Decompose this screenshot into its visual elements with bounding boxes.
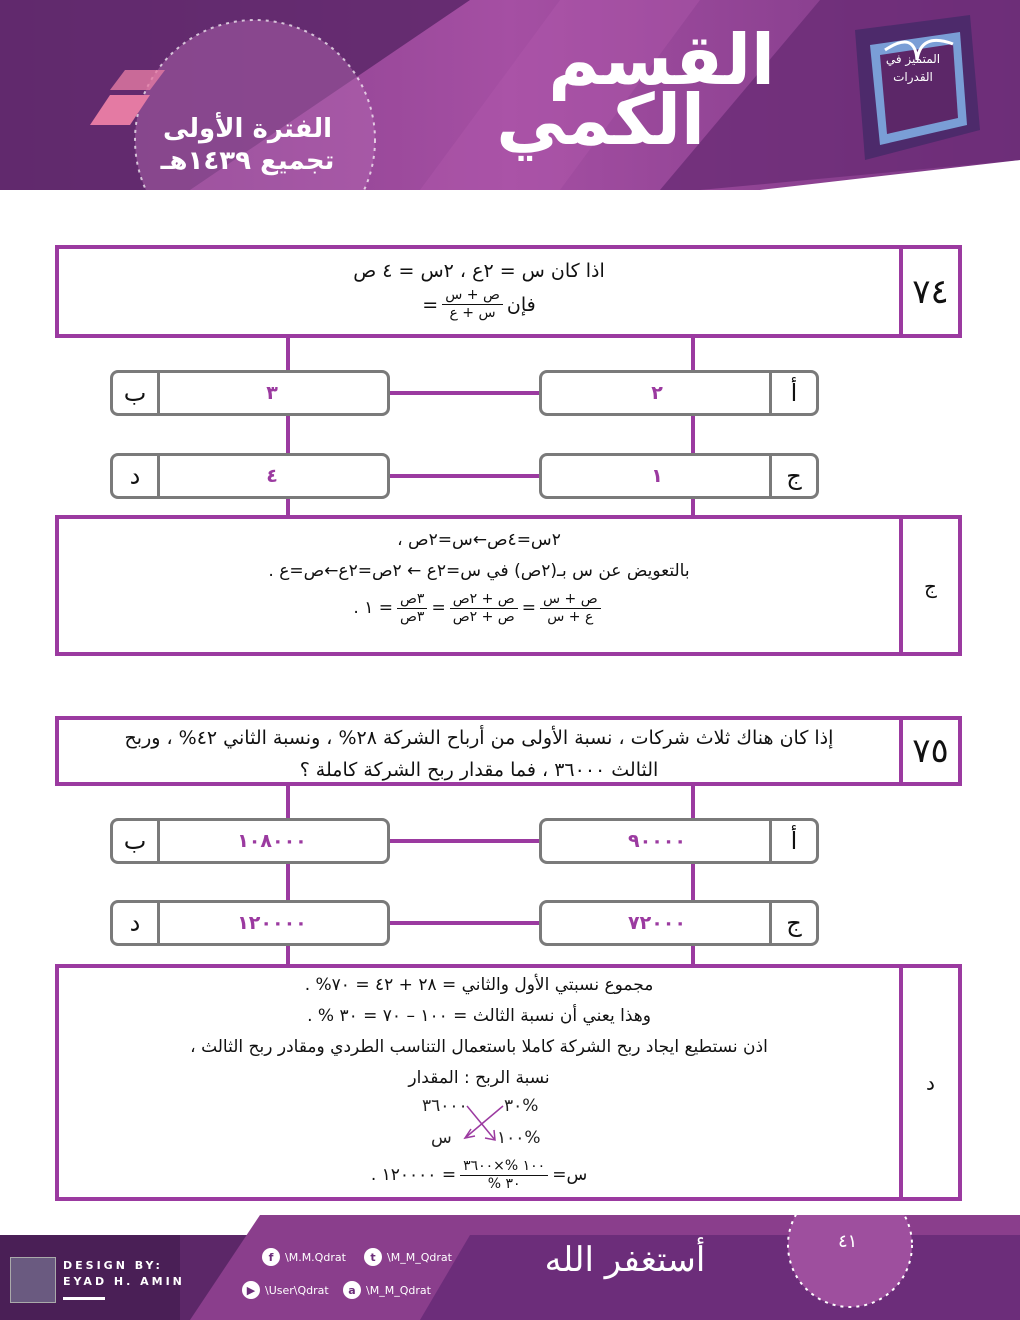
instagram-link[interactable] — [343, 1281, 431, 1299]
period-label: الفترة الأولى — [162, 114, 333, 144]
solution-75-line2: وهذا يعني أن نسبة الثالث = ١٠٠ – ٧٠ = ٣٠ % . — [307, 1006, 651, 1026]
page-header — [0, 0, 1020, 190]
option-dal[interactable] — [110, 900, 390, 946]
option-alef[interactable] — [539, 370, 819, 416]
page-number: ٤١ — [838, 1231, 858, 1252]
connector — [286, 338, 290, 370]
question-75-line2: الثالث ٣٦٠٠٠ ، فما مقدار ربح الشركة كاملة ؟ — [299, 759, 659, 781]
frac-num: ص + س — [540, 591, 601, 609]
row2-pct: ١٠٠% — [497, 1128, 541, 1148]
title-line-1: القسم — [548, 19, 775, 101]
solution-74-line2: بالتعويض عن س بـ(٢ص) في س=٢ع ← ٢ص=٢ع←ص=ع . — [268, 561, 690, 581]
answer-74-letter: ج — [899, 515, 962, 656]
solution-74-line3 — [59, 591, 899, 626]
equals-sign: = — [431, 598, 446, 618]
question-74-frac-pre: فإن — [506, 293, 536, 316]
designer-name: EYAD H. AMIN — [63, 1275, 185, 1288]
connector — [286, 786, 290, 819]
option-jeem[interactable] — [539, 900, 819, 946]
option-letter: د — [113, 903, 160, 943]
connector — [389, 474, 539, 478]
answer-75-letter: د — [899, 964, 962, 1201]
solution-74-box — [55, 515, 903, 656]
row2-amt: س — [431, 1128, 452, 1148]
connector — [389, 921, 539, 925]
solution-75-final — [59, 1158, 899, 1193]
proportion-table — [59, 1094, 899, 1158]
connector — [691, 786, 695, 819]
option-letter: ج — [769, 903, 816, 943]
title-line-2: الكمي — [496, 79, 705, 161]
option-letter: أ — [769, 821, 816, 861]
option-ba[interactable] — [110, 370, 390, 416]
option-letter: أ — [769, 373, 816, 413]
instagram-handle: \M_M_Qdrat — [366, 1283, 431, 1297]
designer-avatar — [10, 1257, 56, 1303]
youtube-link[interactable] — [242, 1281, 329, 1299]
option-letter: د — [113, 456, 160, 496]
twitter-link[interactable] — [364, 1248, 452, 1266]
connector — [691, 338, 695, 370]
twitter-icon: t — [364, 1248, 382, 1266]
logo-text: المتميز في القدرات — [885, 52, 941, 84]
connector — [286, 945, 290, 965]
option-letter: ب — [113, 821, 160, 861]
connector — [691, 415, 695, 454]
option-jeem[interactable] — [539, 453, 819, 499]
question-74-line2 — [59, 287, 899, 322]
question-75-number: ٧٥ — [899, 716, 962, 786]
solution-74-line1: ٢س=٤ص←س=٢ص ، — [397, 530, 561, 550]
solution-74-frac-2 — [450, 591, 518, 626]
equals-sign: = — [521, 598, 536, 618]
solution-74-frac-1 — [540, 591, 601, 626]
connector — [286, 863, 290, 901]
cross-arrows-icon — [459, 1102, 509, 1146]
connector — [286, 498, 290, 516]
frac-num: ص + ٢ص — [450, 591, 518, 609]
question-75-line1: إذا كان هناك ثلاث شركات ، نسبة الأولى من أرباح الشركة ٢٨% ، ونسبة الثاني ٤٢% ، وربح — [124, 727, 834, 749]
option-alef[interactable] — [539, 818, 819, 864]
option-value: ٢ — [651, 382, 663, 404]
facebook-link[interactable] — [262, 1248, 346, 1266]
question-74-box — [55, 245, 903, 338]
question-74-line1: اذا كان س = ٢ع ، ٢س = ٤ ص — [353, 260, 605, 282]
solution-75-line1: مجموع نسبتي الأول والثاني = ٢٨ + ٤٢ = ٧٠% . — [304, 975, 654, 995]
option-value: ٧٢٠٠٠ — [628, 912, 686, 934]
question-74-fraction — [442, 287, 503, 322]
connector — [389, 839, 539, 843]
option-value: ١٠٨٠٠٠ — [237, 830, 307, 852]
designer-underline — [63, 1297, 105, 1300]
frac-den: ٣٠ % — [487, 1176, 521, 1192]
option-value: ١ — [651, 465, 663, 487]
option-value: ١٢٠٠٠٠ — [237, 912, 307, 934]
twitter-handle: \M_M_Qdrat — [387, 1250, 452, 1264]
frac-num: ٣ص — [397, 591, 427, 609]
final-post: = ١٢٠٠٠٠ . — [370, 1165, 457, 1185]
connector — [691, 498, 695, 516]
page-footer — [0, 1215, 1020, 1320]
question-74-frac-den: س + ع — [449, 305, 496, 321]
design-by-label: DESIGN BY: — [63, 1259, 163, 1272]
option-letter: ج — [769, 456, 816, 496]
question-75-box — [55, 716, 903, 786]
solution-75-line4: نسبة الربح : المقدار — [408, 1068, 550, 1088]
connector — [286, 415, 290, 454]
row1-amt: ٣٦٠٠٠ — [422, 1096, 468, 1116]
frac-den: ع + س — [547, 609, 594, 625]
question-74-number: ٧٤ — [899, 245, 962, 338]
frac-den: ٣ص — [399, 609, 425, 625]
solution-75-box — [55, 964, 903, 1201]
row1-pct: ٣٠% — [504, 1096, 539, 1116]
instagram-icon: a — [343, 1281, 361, 1299]
option-value: ٤ — [266, 465, 278, 487]
question-74-frac-post: = — [422, 293, 439, 316]
question-74-frac-num: ص + س — [442, 287, 503, 305]
calligraphy: أستغفر الله — [544, 1240, 706, 1280]
connector — [691, 945, 695, 965]
option-dal[interactable] — [110, 453, 390, 499]
solution-74-frac-3 — [397, 591, 427, 626]
option-ba[interactable] — [110, 818, 390, 864]
option-letter: ب — [113, 373, 160, 413]
frac-num: ١٠٠ %×٣٦٠٠ — [460, 1158, 548, 1176]
solution-74-result: = ١ . — [353, 598, 393, 618]
youtube-handle: \User\Qdrat — [265, 1283, 329, 1297]
solution-75-line3: اذن نستطيع ايجاد ربح الشركة كاملا باستعمال التناسب الطردي ومقادر ربح الثالث ، — [190, 1037, 768, 1057]
connector — [691, 863, 695, 901]
collection-label: تجميع ١٤٣٩هـ — [160, 146, 335, 176]
final-pre: س= — [552, 1165, 588, 1185]
facebook-handle: \M.M.Qdrat — [285, 1250, 346, 1264]
connector — [389, 391, 539, 395]
option-value: ٩٠٠٠٠ — [628, 830, 686, 852]
youtube-icon: ▶ — [242, 1281, 260, 1299]
final-fraction — [460, 1158, 548, 1193]
facebook-icon: f — [262, 1248, 280, 1266]
option-value: ٣ — [266, 382, 278, 404]
frac-den: ص + ٢ص — [452, 609, 515, 625]
